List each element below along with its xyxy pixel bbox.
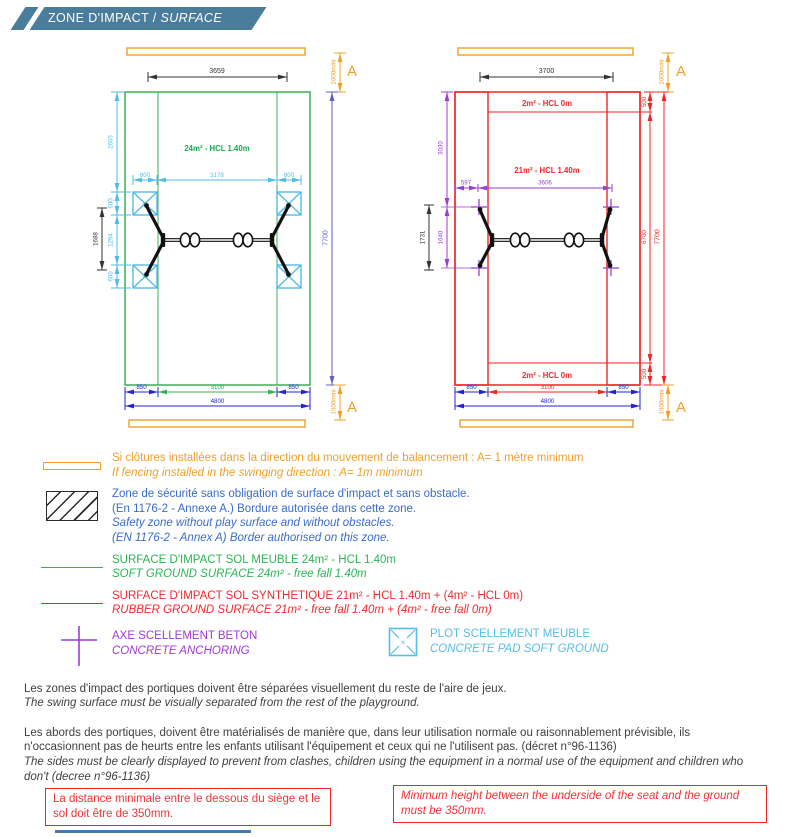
dim-2603-label: 2603 <box>107 135 115 149</box>
section-a-bottom-left: A <box>346 399 358 416</box>
dim-3030-label: 3030 <box>437 141 445 155</box>
dim-3100-label-left: 3100 <box>210 384 225 391</box>
legend-rubber-ground <box>0 589 786 618</box>
legend-safety-zone <box>0 487 786 545</box>
fence-bars <box>127 48 305 427</box>
dim-3606-label: 3606 <box>538 179 552 187</box>
legend-fencing-en: If fencing installed in the swinging direction : A= 1m minimum <box>112 466 423 479</box>
dim-600r-label: 600 <box>283 172 295 179</box>
dim-1688-label: 1688 <box>92 232 100 246</box>
section-a-top-left: A <box>346 63 358 80</box>
dim-4800-label-right: 4800 <box>540 398 555 405</box>
dim-600l-label: 600 <box>139 172 151 179</box>
legend-rubber-en: RUBBER GROUND SURFACE 21m² - free fall 1.40m + (4m² - free fall 0m) <box>112 604 492 617</box>
dim-600a-label: 600 <box>107 198 115 209</box>
swing-top-view-right <box>478 207 613 268</box>
svg-text:×: × <box>400 637 406 647</box>
legend-fencing-fr: Si clôtures installées dans la direction du mouvement de balancement : A= 1 mètre minimum <box>112 452 584 464</box>
legend-anchor-fr: AXE SCELLEMENT BETON <box>112 629 258 642</box>
dim-4800-label-left: 4800 <box>210 398 225 405</box>
note-1-fr: Les zones d'impact des portiques doivent être séparées visuellement du reste de l'aire de jeux. <box>24 682 507 695</box>
dim-1731-label: 1731 <box>419 230 427 245</box>
dim-850r-label-right: 850 <box>618 384 629 391</box>
pad-square-icon <box>388 627 418 657</box>
dim-3178-label: 3178 <box>210 172 224 179</box>
legend-pad-fr: PLOT SCELLEMENT MEUBLE <box>430 627 590 640</box>
title-banner <box>10 7 280 30</box>
page-title-sub: SURFACE <box>160 11 223 25</box>
legend-anchors-row <box>0 625 786 672</box>
diagram-soft-ground <box>93 48 358 427</box>
legend-soft-en: SOFT GROUND SURFACE 24m² - free fall 1.40m <box>112 568 367 581</box>
legend-soft-ground <box>0 553 786 582</box>
impact-zone-drawing <box>0 40 786 457</box>
dim-6700-label: 6700 <box>641 230 648 244</box>
dim-1640 <box>441 207 471 268</box>
legend-and-notes <box>0 451 786 799</box>
dim-600b-label: 600 <box>107 271 115 282</box>
notes-block <box>24 682 769 785</box>
legend-safety-fr1: Zone de sécurité sans obligation de surface d'impact et sans obstacle. <box>112 488 470 501</box>
dim-1000-top-right-label: 1000mini <box>658 59 666 85</box>
dim-597-3606 <box>455 184 612 192</box>
dim-1000-bottom-right-label: 1000mini <box>658 389 666 415</box>
legend-pad-en: CONCRETE PAD SOFT GROUND <box>430 642 609 655</box>
zone-label-21m2: 21m² - HCL 1.40m <box>514 166 580 175</box>
note-1-en: The swing surface must be visually separated from the rest of the playground. <box>24 697 420 710</box>
anchor-cross-icon <box>60 625 98 667</box>
dim-500-top-label: 500 <box>641 96 648 108</box>
dim-chain-left-vertical <box>111 92 131 288</box>
note-1 <box>24 682 769 711</box>
swing-plan-svg <box>0 40 786 452</box>
dim-7700-right-label: 7700 <box>654 229 662 245</box>
swing-top-view-left <box>144 203 291 277</box>
dim-1294-label: 1294 <box>107 233 115 247</box>
dim-850l-label-right: 850 <box>466 384 477 391</box>
warning-box-fr: La distance minimale entre le dessous du siège et le sol doit être de 350mm. <box>45 788 331 826</box>
dim-1640-label: 1640 <box>437 230 445 245</box>
dim-7700-left-label: 7700 <box>322 230 330 246</box>
dim-1000-top-left-label: 1000mini <box>330 59 338 85</box>
zone-label-2m2-top: 2m² - HCL 0m <box>521 99 573 108</box>
legend-soft-fr: SURFACE D'IMPACT SOL MEUBLE 24m² - HCL 1.40m <box>112 553 397 566</box>
zone-label-2m2-bottom: 2m² - HCL 0m <box>521 371 573 380</box>
legend-safety-en2: (EN 1176-2 - Annex A) Border authorised on this zone. <box>112 531 390 544</box>
dim-850r-label-left: 850 <box>288 384 299 391</box>
zone-label-24m2: 24m² - HCL 1.40m <box>184 144 250 153</box>
note-2-fr: Les abords des portiques, doivent être matérialisés de manière que, dans leur utilisation normale ou raisonnablement prévisible, ils n'occasionnent pas de heurts entre les enfants utilisant l'équipement et ceux qui ne l'utilisent pas. (décret n°96-1136) <box>24 726 691 754</box>
dim-597-label: 597 <box>460 179 472 187</box>
section-a-top-right: A <box>675 63 687 80</box>
note-2 <box>24 726 769 784</box>
legend-safety-en1: Safety zone without play surface and without obstacles. <box>112 517 395 530</box>
red-line-icon <box>41 603 103 604</box>
page-title <box>48 11 222 25</box>
legend-fencing <box>0 451 786 480</box>
dim-1000-bottom-left-label: 1000mini <box>330 389 338 415</box>
dim-500-bottom-label: 500 <box>641 368 648 380</box>
legend-safety-fr2: (En 1176-2 - Annexe A.) Bordure autorisée dans cette zone. <box>112 502 417 515</box>
dim-3700-label: 3700 <box>538 68 555 75</box>
note-2-en: The sides must be clearly displayed to prevent from clashes, children using the equipment in a normal use of the equipment and children who don't (decree n°96-1136) <box>24 755 744 783</box>
legend-concrete-anchor <box>0 625 356 672</box>
diagram-rubber-ground <box>420 48 687 427</box>
hatch-zone-icon <box>46 491 98 521</box>
legend-anchor-en: CONCRETE ANCHORING <box>112 644 250 657</box>
footer-divider <box>55 830 251 833</box>
dim-3100-label-right: 3100 <box>540 384 555 391</box>
legend-rubber-fr: SURFACE D'IMPACT SOL SYNTHETIQUE 21m² - HCL 1.40m + (4m² - HCL 0m) <box>112 589 524 602</box>
dim-3659-label: 3659 <box>209 68 225 75</box>
dim-850l-label-left: 850 <box>136 384 147 391</box>
section-a-bottom-right: A <box>675 399 687 416</box>
legend-concrete-pad <box>356 625 609 672</box>
green-line-icon <box>41 567 103 568</box>
warning-box-en: Minimum height between the underside of the seat and the ground must be 350mm. <box>393 785 767 823</box>
page-title-main: ZONE D'IMPACT / <box>48 11 157 25</box>
fence-bar-icon <box>43 462 101 470</box>
